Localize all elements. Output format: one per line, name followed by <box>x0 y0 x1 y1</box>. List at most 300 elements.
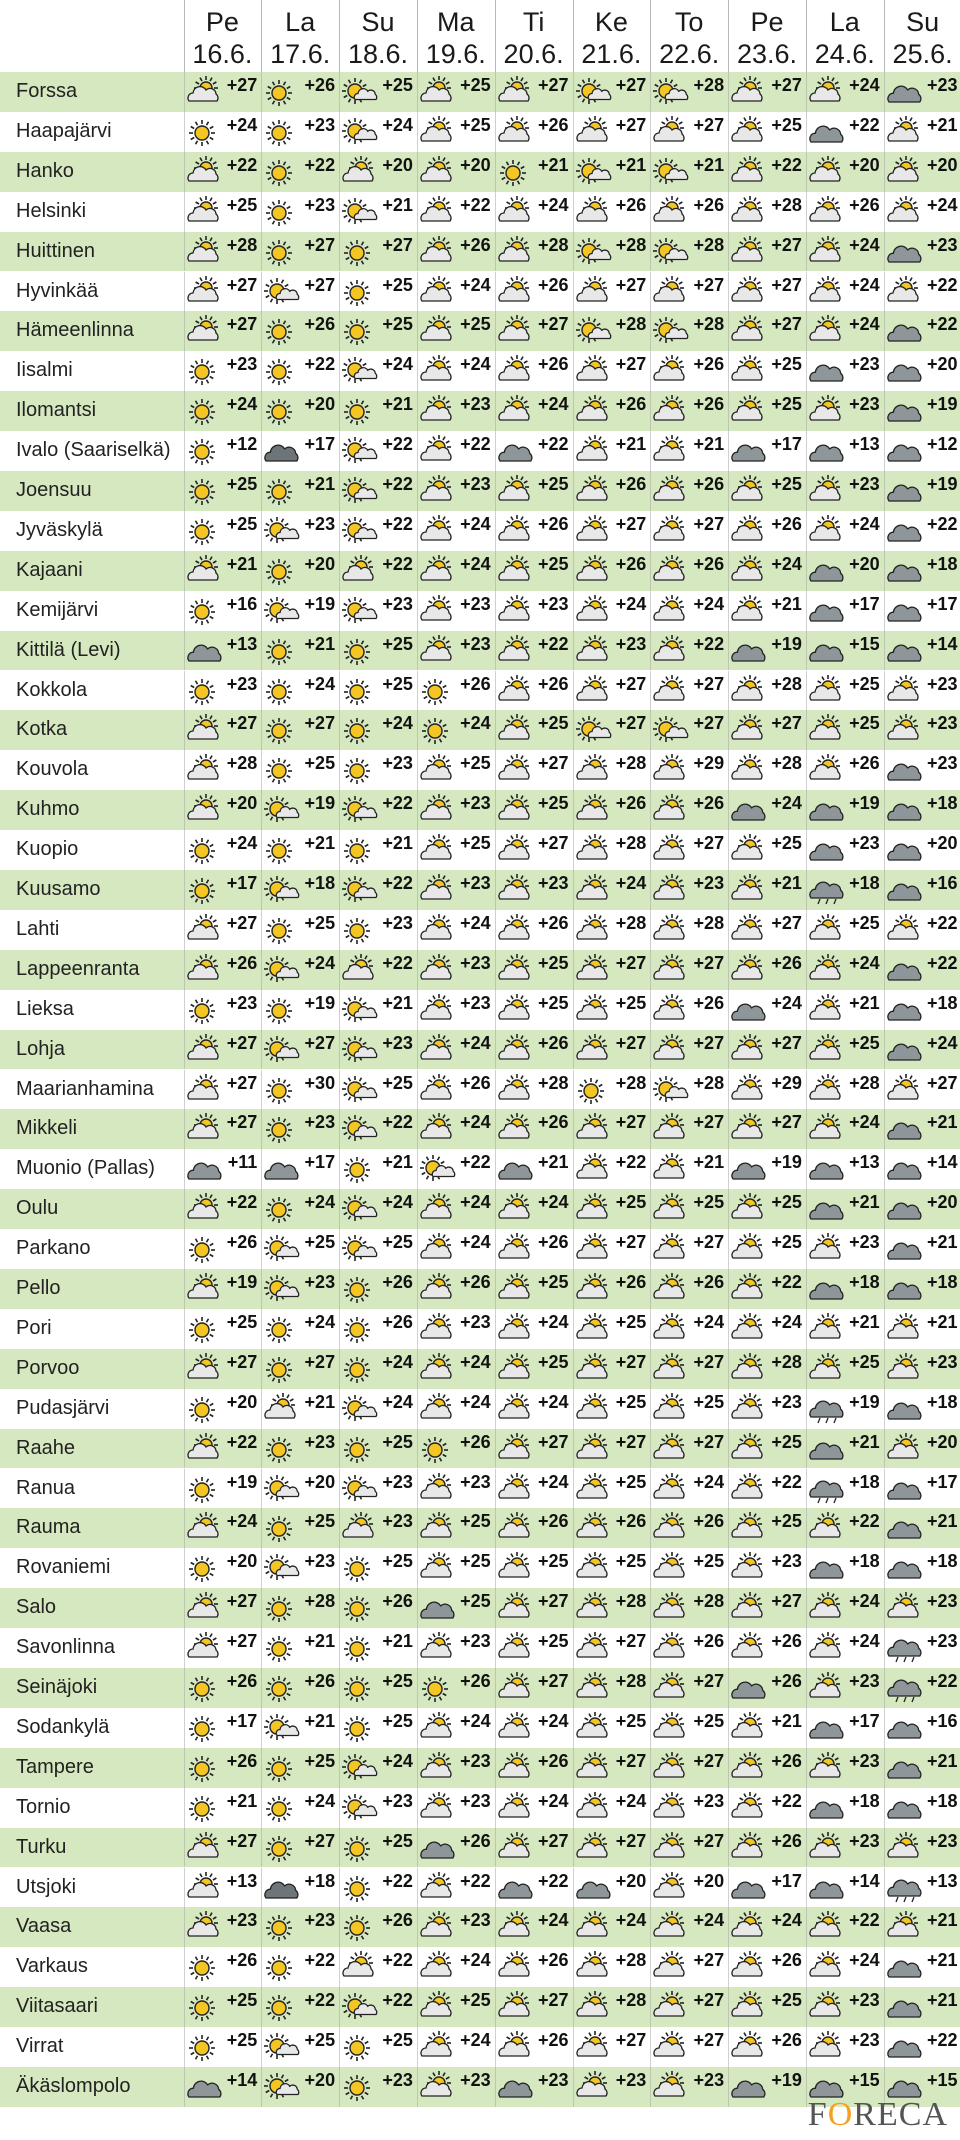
cell-separator <box>417 1149 418 1189</box>
city-row <box>0 631 960 671</box>
cloud-sun-icon <box>575 1433 619 1465</box>
city-row <box>0 790 960 830</box>
temperature: +22 <box>382 513 413 534</box>
cloud-icon <box>186 2071 230 2103</box>
cell-separator <box>417 1030 418 1070</box>
cell-separator <box>573 192 574 232</box>
forecast-cell <box>728 232 806 272</box>
forecast-cell <box>573 391 651 431</box>
forecast-cell <box>339 511 417 551</box>
temperature: +20 <box>304 394 336 415</box>
sun-cloud-icon <box>341 515 385 547</box>
cell-separator <box>495 1309 496 1349</box>
sun-icon <box>186 1233 230 1265</box>
forecast-cell <box>806 1149 884 1189</box>
cell-separator <box>417 1788 418 1828</box>
temperature: +27 <box>304 1032 336 1053</box>
cell-separator <box>884 1868 885 1908</box>
cloud-sun-icon <box>497 1991 541 2023</box>
sun-icon <box>186 1792 230 1824</box>
cell-separator <box>728 1269 729 1309</box>
cell-separator <box>184 272 185 312</box>
forecast-cell <box>417 471 495 511</box>
cloud-sun-icon <box>575 1712 619 1744</box>
rain-cloud-icon <box>808 1473 852 1505</box>
cell-separator <box>417 431 418 471</box>
forecast-cell <box>184 1588 262 1628</box>
forecast-cell <box>417 351 495 391</box>
cloud-sun-icon <box>808 1672 852 1704</box>
cell-separator <box>806 471 807 511</box>
forecast-cell <box>339 272 417 312</box>
temperature: +22 <box>537 1870 569 1891</box>
temperature: +26 <box>693 354 725 375</box>
sun-icon <box>263 1433 307 1465</box>
forecast-cell <box>806 1030 884 1070</box>
cloud-sun-icon <box>652 635 696 667</box>
cell-separator <box>417 1947 418 1987</box>
forecast-cell <box>650 1030 728 1070</box>
cloud-sun-icon <box>186 754 230 786</box>
forecast-cell <box>728 990 806 1030</box>
temperature: +25 <box>226 2030 258 2051</box>
temperature: +25 <box>537 992 569 1013</box>
cell-separator <box>261 1149 262 1189</box>
sun-icon <box>341 1632 385 1664</box>
cloud-sun-icon <box>497 1233 541 1265</box>
cell-separator <box>184 511 185 551</box>
forecast-cell <box>650 1469 728 1509</box>
cell-separator <box>495 72 496 112</box>
forecast-cell <box>884 1349 960 1389</box>
cell-separator <box>884 1389 885 1429</box>
temperature: +21 <box>926 1511 958 1532</box>
cloud-icon <box>808 116 852 148</box>
cell-separator <box>573 152 574 192</box>
cloud-icon <box>886 754 930 786</box>
cloud-sun-icon <box>497 1672 541 1704</box>
cell-separator <box>884 750 885 790</box>
forecast-cell <box>650 950 728 990</box>
temperature: +27 <box>226 274 258 295</box>
cell-separator <box>650 1508 651 1548</box>
cloud-sun-icon <box>575 1153 619 1185</box>
cloud-icon <box>886 1393 930 1425</box>
cell-separator <box>806 1309 807 1349</box>
cell-separator <box>728 1907 729 1947</box>
temperature: +27 <box>226 1351 258 1372</box>
city-row <box>0 152 960 192</box>
temperature: +23 <box>693 1790 725 1811</box>
city-row <box>0 1907 960 1947</box>
cloud-sun-icon <box>419 276 463 308</box>
cell-separator <box>884 391 885 431</box>
forecast-cell <box>417 870 495 910</box>
temperature: +28 <box>693 75 725 95</box>
city-row <box>0 1708 960 1748</box>
cloud-sun-icon <box>652 1313 696 1345</box>
temperature: +26 <box>304 314 336 335</box>
temperature: +24 <box>615 1910 647 1931</box>
cell-separator <box>806 511 807 551</box>
forecast-cell <box>339 431 417 471</box>
cloud-icon <box>886 1473 930 1505</box>
temperature: +26 <box>537 354 569 375</box>
city-row <box>0 830 960 870</box>
temperature: +23 <box>771 1391 802 1412</box>
cell-separator <box>728 1947 729 1987</box>
forecast-cell <box>728 1269 806 1309</box>
cloud-icon <box>886 355 930 387</box>
cloud-sun-icon <box>341 156 385 188</box>
temperature: +22 <box>926 952 958 973</box>
temperature: +26 <box>771 1830 802 1851</box>
forecast-cell <box>261 1628 339 1668</box>
forecast-cell <box>495 391 573 431</box>
forecast-cell <box>884 870 960 910</box>
cell-separator <box>573 1788 574 1828</box>
cloud-sun-icon <box>652 515 696 547</box>
cell-separator <box>650 1628 651 1668</box>
temperature: +23 <box>382 2070 413 2090</box>
forecast-cell <box>261 1668 339 1708</box>
temperature: +27 <box>693 1671 725 1691</box>
cell-separator <box>884 830 885 870</box>
temperature: +18 <box>849 1272 880 1292</box>
temperature: +22 <box>382 434 413 455</box>
forecast-cell <box>495 870 573 910</box>
sun-icon <box>263 1672 307 1704</box>
cell-separator <box>806 2027 807 2067</box>
forecast-cell <box>884 2027 960 2067</box>
cloud-sun-icon <box>652 355 696 387</box>
cell-separator <box>339 1588 340 1628</box>
temperature: +24 <box>460 354 491 375</box>
temperature: +27 <box>226 1032 258 1053</box>
cell-separator <box>339 1189 340 1229</box>
forecast-cell <box>184 1987 262 2027</box>
forecast-cell <box>573 1748 651 1788</box>
city-row <box>0 192 960 232</box>
cell-separator <box>884 1189 885 1229</box>
cell-separator <box>728 1788 729 1828</box>
forecast-cell <box>728 192 806 232</box>
sun-cloud-icon <box>341 994 385 1026</box>
cell-separator <box>806 152 807 192</box>
cloud-sun-icon <box>575 595 619 627</box>
cloud-icon <box>886 954 930 986</box>
temperature: +27 <box>304 274 336 295</box>
forecast-cell <box>806 431 884 471</box>
cell-separator <box>884 870 885 910</box>
forecast-cell <box>339 1708 417 1748</box>
cloud-sun-icon <box>575 1792 619 1824</box>
forecast-cell <box>806 990 884 1030</box>
sun-cloud-icon <box>263 794 307 826</box>
cloud-icon <box>886 555 930 587</box>
foreca-logo: FORECA <box>807 2096 948 2133</box>
cloud-sun-icon <box>575 1832 619 1864</box>
forecast-cell <box>728 1349 806 1389</box>
forecast-cell <box>417 1349 495 1389</box>
sun-icon <box>341 1672 385 1704</box>
cloud-sun-icon <box>808 1313 852 1345</box>
cell-separator <box>573 2067 574 2107</box>
temperature: +24 <box>460 713 491 734</box>
cell-separator <box>495 870 496 910</box>
cloud-sun-icon <box>730 834 774 866</box>
cell-separator <box>339 1548 340 1588</box>
cell-separator <box>884 431 885 471</box>
forecast-cell <box>806 511 884 551</box>
cell-separator <box>261 72 262 112</box>
cell-separator <box>806 72 807 112</box>
cloud-sun-icon <box>652 276 696 308</box>
cloud-icon <box>730 1872 774 1904</box>
cell-separator <box>806 1588 807 1628</box>
cell-separator <box>806 311 807 351</box>
cloud-sun-icon <box>575 635 619 667</box>
forecast-cell <box>417 1469 495 1509</box>
cloud-sun-icon <box>730 1911 774 1943</box>
forecast-cell <box>184 1868 262 1908</box>
city-row <box>0 1588 960 1628</box>
forecast-cell <box>573 1907 651 1947</box>
forecast-cell <box>573 990 651 1030</box>
temperature: +27 <box>615 274 647 295</box>
temperature: +26 <box>226 952 258 973</box>
cell-separator <box>339 1269 340 1309</box>
sun-cloud-icon <box>575 236 619 268</box>
forecast-cell <box>261 1229 339 1269</box>
temperature: +24 <box>304 1790 336 1811</box>
forecast-cell <box>417 192 495 232</box>
forecast-cell <box>806 1109 884 1149</box>
cloud-sun-icon <box>730 1552 774 1584</box>
cloud-sun-icon <box>419 914 463 946</box>
header-separator <box>495 0 496 72</box>
forecast-cell <box>495 830 573 870</box>
cell-separator <box>339 1708 340 1748</box>
forecast-cell <box>806 1349 884 1389</box>
temperature: +22 <box>926 513 958 534</box>
cell-separator <box>884 1987 885 2027</box>
sun-icon <box>186 834 230 866</box>
city-row <box>0 1070 960 1110</box>
cloud-sun-icon <box>186 76 230 108</box>
cell-separator <box>884 1229 885 1269</box>
sun-icon <box>341 236 385 268</box>
temperature: +25 <box>460 833 491 854</box>
cell-separator <box>339 950 340 990</box>
temperature: +27 <box>693 713 725 734</box>
cell-separator <box>339 1309 340 1349</box>
forecast-cell <box>650 112 728 152</box>
cell-separator <box>728 1229 729 1269</box>
cell-separator <box>573 950 574 990</box>
forecast-cell <box>806 1469 884 1509</box>
temperature: +23 <box>615 633 647 654</box>
cloud-icon <box>886 1034 930 1066</box>
temperature: +14 <box>226 2070 258 2090</box>
forecast-cell <box>650 72 728 112</box>
cloud-sun-icon <box>575 675 619 707</box>
temperature: +24 <box>537 1391 569 1412</box>
sun-icon <box>263 475 307 507</box>
cell-separator <box>261 910 262 950</box>
cloud-icon <box>886 1512 930 1544</box>
cloud-sun-icon <box>419 1393 463 1425</box>
cell-separator <box>573 551 574 591</box>
forecast-cell <box>339 152 417 192</box>
cell-separator <box>806 1987 807 2027</box>
header-separator <box>806 0 807 72</box>
temperature: +20 <box>926 1431 958 1452</box>
cloud-sun-icon <box>652 1951 696 1983</box>
forecast-cell <box>573 471 651 511</box>
cell-separator <box>650 990 651 1030</box>
cloud-icon <box>886 1712 930 1744</box>
temperature: +24 <box>382 1391 413 1412</box>
cloud-sun-icon <box>186 1911 230 1943</box>
forecast-cell <box>650 2067 728 2107</box>
temperature: +27 <box>771 75 802 95</box>
rain-cloud-icon <box>886 1632 930 1664</box>
day-date: 21.6. <box>581 39 642 69</box>
city-row <box>0 671 960 711</box>
cell-separator <box>884 1309 885 1349</box>
cell-separator <box>573 1508 574 1548</box>
cloud-sun-icon <box>497 1433 541 1465</box>
cell-separator <box>339 351 340 391</box>
cell-separator <box>417 1628 418 1668</box>
sun-icon <box>186 994 230 1026</box>
temperature: +26 <box>537 673 569 694</box>
forecast-cell <box>184 1748 262 1788</box>
cell-separator <box>184 1070 185 1110</box>
temperature: +28 <box>771 1351 802 1372</box>
cloud-sun-icon <box>497 794 541 826</box>
temperature: +23 <box>304 194 336 215</box>
temperature: +26 <box>537 1232 569 1253</box>
cell-separator <box>417 1668 418 1708</box>
cloud-icon <box>575 1872 619 1904</box>
cloud-sun-icon <box>652 595 696 627</box>
temperature: +24 <box>460 513 491 534</box>
temperature: +26 <box>460 1272 491 1292</box>
cell-separator <box>339 272 340 312</box>
forecast-cell <box>261 112 339 152</box>
temperature: +23 <box>304 1112 336 1133</box>
temperature: +25 <box>771 114 802 135</box>
cell-separator <box>261 1708 262 1748</box>
cell-separator <box>339 1070 340 1110</box>
cloud-icon <box>419 1592 463 1624</box>
temperature: +25 <box>849 912 880 933</box>
temperature: +27 <box>693 1990 725 2011</box>
cell-separator <box>495 351 496 391</box>
cell-separator <box>806 1149 807 1189</box>
temperature: +27 <box>693 2030 725 2051</box>
day-weekday: Pe <box>750 7 784 37</box>
temperature: +22 <box>226 1431 258 1452</box>
sun-cloud-icon <box>341 1473 385 1505</box>
forecast-cell <box>495 1588 573 1628</box>
forecast-cell <box>806 1229 884 1269</box>
cloud-sun-icon <box>341 555 385 587</box>
forecast-cell <box>650 1269 728 1309</box>
cloud-icon <box>886 315 930 347</box>
forecast-cell <box>573 152 651 192</box>
temperature: +27 <box>382 234 413 255</box>
temperature: +22 <box>460 194 491 215</box>
temperature: +26 <box>693 1511 725 1532</box>
cloud-sun-icon <box>652 1872 696 1904</box>
temperature: +21 <box>693 1152 725 1173</box>
cloud-sun-icon <box>419 1113 463 1145</box>
cell-separator <box>184 72 185 112</box>
forecast-cell <box>339 631 417 671</box>
forecast-cell <box>650 1309 728 1349</box>
cloud-sun-icon <box>730 276 774 308</box>
temperature: +26 <box>537 513 569 534</box>
cell-separator <box>495 1229 496 1269</box>
sun-icon <box>263 1792 307 1824</box>
temperature: +24 <box>693 1311 725 1332</box>
temperature: +22 <box>926 1671 958 1691</box>
city-name: Tornio <box>16 1795 71 1818</box>
cell-separator <box>884 631 885 671</box>
cloud-sun-icon <box>886 1433 930 1465</box>
day-date: 17.6. <box>270 39 331 69</box>
temperature: +22 <box>926 2030 958 2051</box>
cell-separator <box>728 1548 729 1588</box>
cell-separator <box>728 1349 729 1389</box>
temperature: +21 <box>382 1152 413 1173</box>
temperature: +24 <box>226 394 258 415</box>
forecast-cell <box>417 1269 495 1309</box>
temperature: +12 <box>226 434 258 455</box>
temperature: +28 <box>849 1072 880 1093</box>
cell-separator <box>650 72 651 112</box>
cloud-sun-icon <box>730 675 774 707</box>
forecast-cell <box>495 1070 573 1110</box>
forecast-cell <box>184 1269 262 1309</box>
temperature: +28 <box>304 1591 336 1612</box>
cell-separator <box>261 1987 262 2027</box>
forecast-cell <box>417 591 495 631</box>
cell-separator <box>884 471 885 511</box>
temperature: +22 <box>460 1870 491 1891</box>
sun-icon <box>263 914 307 946</box>
cloud-sun-icon <box>341 1512 385 1544</box>
temperature: +26 <box>615 394 647 415</box>
forecast-cell <box>417 511 495 551</box>
cell-separator <box>884 511 885 551</box>
temperature: +28 <box>615 753 647 774</box>
cell-separator <box>495 152 496 192</box>
city-row <box>0 1469 960 1509</box>
forecast-cell <box>806 1668 884 1708</box>
cell-separator <box>261 1788 262 1828</box>
forecast-cell <box>495 1987 573 2027</box>
cell-separator <box>184 1947 185 1987</box>
cloud-sun-icon <box>419 1273 463 1305</box>
forecast-cell <box>495 2067 573 2107</box>
cloud-sun-icon <box>575 196 619 228</box>
cell-separator <box>339 1907 340 1947</box>
forecast-cell <box>495 1947 573 1987</box>
